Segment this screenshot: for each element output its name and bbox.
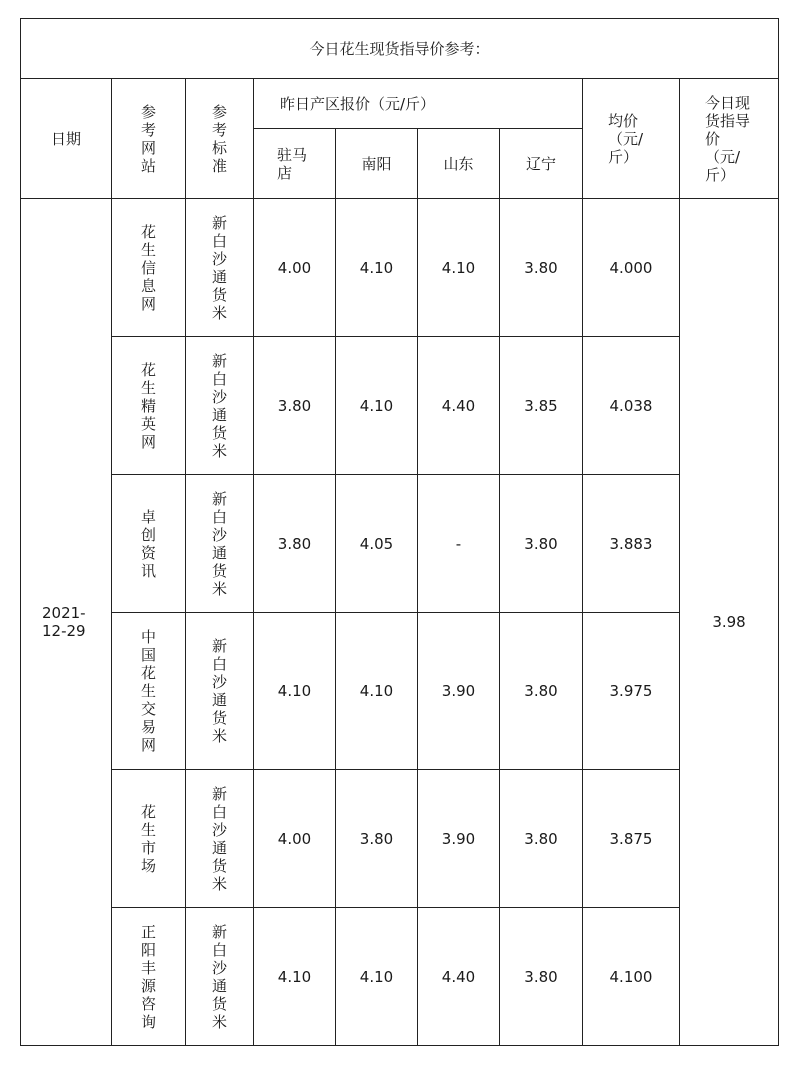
standard-name: 新白沙通货米 <box>211 351 227 460</box>
price-cell: 4.00 <box>254 770 336 908</box>
region-label: 驻马店 <box>277 145 308 182</box>
price-cell: - <box>418 475 500 613</box>
standard-cell <box>186 613 254 770</box>
header-average <box>583 79 680 199</box>
site-name: 卓创资讯 <box>140 507 156 580</box>
price-cell: 3.80 <box>254 475 336 613</box>
table-row <box>21 475 779 613</box>
price-cell: 3.80 <box>500 475 583 613</box>
average-cell: 4.000 <box>583 199 680 337</box>
price-reference-table <box>20 18 779 1046</box>
standard-name: 新白沙通货米 <box>211 213 227 322</box>
date-cell <box>21 199 112 1046</box>
site-name: 花生信息网 <box>140 222 156 313</box>
header-date <box>21 79 112 199</box>
price-cell: 3.80 <box>336 770 418 908</box>
average-cell: 4.038 <box>583 337 680 475</box>
table-row <box>21 337 779 475</box>
price-cell: 4.40 <box>418 908 500 1046</box>
price-cell: 4.10 <box>336 337 418 475</box>
price-cell: 3.85 <box>500 337 583 475</box>
average-cell: 4.100 <box>583 908 680 1046</box>
header-today-guide-label: 今日现货指导价（元/斤） <box>705 93 751 184</box>
header-yesterday-quote: 昨日产区报价（元/斤） <box>254 79 583 129</box>
standard-cell <box>186 199 254 337</box>
price-cell: 3.80 <box>500 770 583 908</box>
price-cell: 3.80 <box>500 908 583 1046</box>
standard-cell <box>186 770 254 908</box>
header-region-liaoning: 辽宁 <box>500 129 583 199</box>
price-cell: 4.40 <box>418 337 500 475</box>
header-region-nanyang: 南阳 <box>336 129 418 199</box>
standard-cell <box>186 337 254 475</box>
average-cell: 3.883 <box>583 475 680 613</box>
price-cell: 4.10 <box>336 613 418 770</box>
header-standard-label: 参考标准 <box>211 102 227 175</box>
price-cell: 4.00 <box>254 199 336 337</box>
header-average-label: 均价（元/斤） <box>608 111 644 166</box>
site-name: 花生精英网 <box>140 360 156 451</box>
header-region-zhumadian <box>254 129 336 199</box>
table-row <box>21 199 779 337</box>
price-cell: 3.90 <box>418 613 500 770</box>
average-cell: 3.875 <box>583 770 680 908</box>
table-row <box>21 613 779 770</box>
price-cell: 3.80 <box>500 613 583 770</box>
date-value: 2021-12-29 <box>42 604 86 640</box>
site-cell <box>112 613 186 770</box>
price-cell: 4.10 <box>254 613 336 770</box>
standard-name: 新白沙通货米 <box>211 784 227 893</box>
price-cell: 3.80 <box>500 199 583 337</box>
table-caption: 今日花生现货指导价参考： <box>21 19 779 79</box>
table-row <box>21 770 779 908</box>
table-row <box>21 908 779 1046</box>
header-site <box>112 79 186 199</box>
site-cell <box>112 908 186 1046</box>
site-cell <box>112 337 186 475</box>
site-cell <box>112 199 186 337</box>
price-cell: 4.10 <box>336 908 418 1046</box>
price-cell: 3.80 <box>254 337 336 475</box>
standard-name: 新白沙通货米 <box>211 489 227 598</box>
average-cell: 3.975 <box>583 613 680 770</box>
today-guide-price: 3.98 <box>680 199 779 1046</box>
standard-name: 新白沙通货米 <box>211 922 227 1031</box>
header-standard <box>186 79 254 199</box>
site-name: 中国花生交易网 <box>140 628 156 754</box>
price-cell: 4.10 <box>254 908 336 1046</box>
price-cell: 4.10 <box>336 199 418 337</box>
header-site-label: 参考网站 <box>140 102 156 175</box>
header-today-guide <box>680 79 779 199</box>
standard-cell <box>186 908 254 1046</box>
price-cell: 3.90 <box>418 770 500 908</box>
site-name: 正阳丰源咨询 <box>140 922 156 1031</box>
price-cell: 4.05 <box>336 475 418 613</box>
site-name: 花生市场 <box>140 802 156 875</box>
site-cell <box>112 770 186 908</box>
standard-cell <box>186 475 254 613</box>
price-cell: 4.10 <box>418 199 500 337</box>
standard-name: 新白沙通货米 <box>211 637 227 745</box>
header-region-shandong: 山东 <box>418 129 500 199</box>
site-cell <box>112 475 186 613</box>
header-date-label: 日期 <box>50 129 81 148</box>
